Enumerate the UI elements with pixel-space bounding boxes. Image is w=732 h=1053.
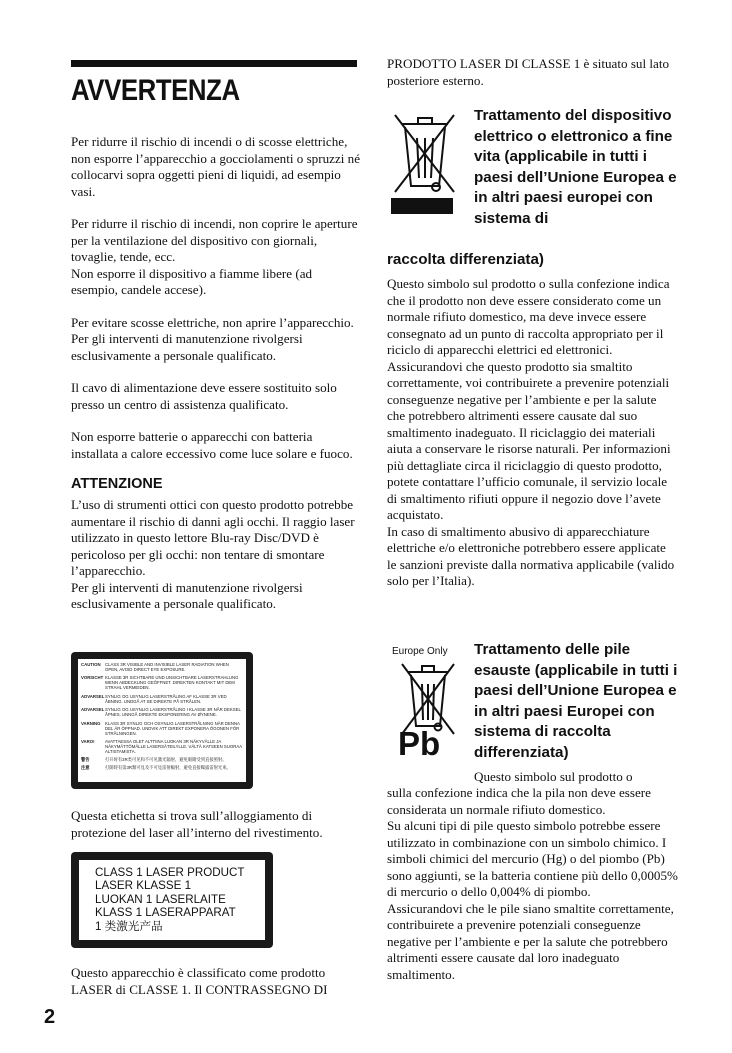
laser-label-line: LASER KLASSE 1 bbox=[95, 879, 192, 893]
weee-heading-tail: raccolta differenziata) bbox=[387, 251, 544, 268]
caution-label-value: CLASS 3R VISIBLE AND INVISIBLE LASER RADIATION WHEN OPEN, AVOID DIRECT EYE EXPOSURE. bbox=[105, 662, 229, 672]
warning-paragraph: Il cavo di alimentazione deve essere sostituito solo presso un centro di assistenza qualificato. bbox=[71, 380, 337, 412]
caution-label-value: KLASSE 3R SICHTBARE UND UNSICHTBARE LASERSTRAHLUNG WENN ABDECKUNG GEÖFFNET. DIREKTEN KONTAKT MIT DEM STRAHL VERMEIDEN. bbox=[105, 675, 239, 691]
caution-label-key: ADVARSEL bbox=[81, 707, 105, 713]
caution-label-key: ADVARSEL bbox=[81, 693, 105, 699]
warning-paragraph: Non esporre il dispositivo a fiamme libere (ad esempio, candele accese). bbox=[71, 265, 313, 297]
laser-label-line: 1 类激光产品 bbox=[95, 919, 163, 933]
attenzione-text: L’uso di strumenti ottici con questo prodotto potrebbe aumentare il rischio di danni agli occhi. Il raggio laser utilizzato in questo lettore Blu-ray Disc/DVD è pericoloso per gli occhi: non tentare di smontare l’apparecchio. bbox=[71, 497, 355, 578]
caution-label-key: CAUTION bbox=[81, 662, 101, 667]
caution-label-key: VARO! bbox=[81, 738, 95, 744]
caution-label-row bbox=[81, 739, 243, 754]
caution-caption: Questa etichetta si trova sull’alloggiamento di protezione del laser all’interno del rivestimento. bbox=[71, 808, 323, 840]
weee-body: Questo simbolo sul prodotto o sulla confezione indica che il prodotto non deve essere considerato come un normale rifiuto domestico, ma deve invece essere consegnato ad un punto di raccolta appropriato per il riciclo di apparecchi elettrici ed elettronici. Assicurandovi che questo prodotto sia smaltito correttamente, voi contribuirete a prevenire potenziali conseguenze negative per l’ambiente e per la salute che potrebbero altrimenti essere causate dal suo smaltimento inadeguato. Il riciclaggio dei materiali aiuta a conservare le risorse naturali. Per informazioni più dettagliate circa il riciclaggio di questo prodotto, potete contattare l’ufficio comunale, il servizio locale di smaltimento rifiuti oppure il negozio dove l’avete acquistato. bbox=[387, 276, 671, 522]
caution-label-key: 警告 bbox=[81, 757, 90, 763]
weee-heading: Trattamento del dispositivo elettrico o elettronico a fine vita (applicabile in tutti i paesi dell’Unione Europea e in altri paesi europei con sistema di bbox=[474, 107, 677, 227]
caution-label-row bbox=[81, 757, 243, 762]
battery-body-lead: Questo simbolo sul prodotto o bbox=[474, 769, 633, 784]
pb-chemical-symbol: Pb bbox=[398, 725, 441, 762]
laser-label-line: KLASS 1 LASERAPPARAT bbox=[95, 906, 236, 920]
caution-label-key: VORSICHT bbox=[81, 675, 104, 681]
attenzione-text-2: Per gli interventi di manutenzione rivolgersi esclusivamente a personale qualificato. bbox=[71, 579, 303, 611]
battery-heading: Trattamento delle pile esauste (applicabile in tutti i paesi dell’Unione Europea e in altri paesi Europei con sistema di raccolta differenziata) bbox=[474, 641, 678, 761]
caution-label-row bbox=[81, 662, 243, 672]
caution-label-row bbox=[81, 765, 243, 770]
battery-body-3: Assicurandovi che le pile siano smaltite correttamente, contribuirete a prevenire potenziali conseguenze negative per l’ambiente e per la salute che potrebbero altrimenti essere causate dal loro inadeguato smaltimento. bbox=[387, 900, 674, 982]
crossed-out-wheelie-bin-icon bbox=[390, 110, 460, 218]
caution-label-row bbox=[81, 721, 243, 736]
bottom-text: Questo apparecchio è classificato come prodotto LASER di CLASSE 1. Il CONTRASSEGNO DI bbox=[71, 965, 328, 997]
warning-paragraph: Per evitare scosse elettriche, non aprire l’apparecchio. Per gli interventi di manutenzione rivolgersi esclusivamente a personale qualificato. bbox=[71, 314, 354, 363]
laser-label-line: LUOKAN 1 LASERLAITE bbox=[95, 892, 226, 906]
caution-label-value: 打開時有第3R類可見及不可見雷射輻射，避免直接曝露雷射光束。 bbox=[105, 765, 231, 771]
caution-label-key: VARNING bbox=[81, 720, 101, 726]
title-rule bbox=[71, 60, 357, 67]
attenzione-heading: ATTENZIONE bbox=[71, 476, 163, 492]
right-top-text: PRODOTTO LASER DI CLASSE 1 è situato sul lato posteriore esterno. bbox=[387, 56, 670, 88]
caution-label-key: 注意 bbox=[81, 765, 90, 771]
caution-label-row bbox=[81, 694, 243, 704]
page-number: 2 bbox=[44, 1006, 56, 1028]
warning-paragraph: Per ridurre il rischio di incendi o di scosse elettriche, non esporre l’apparecchio a gocciolamenti o spruzzi né collocarvi sopra oggetti pieni di liquidi, ad esempio vasi. bbox=[71, 134, 361, 199]
warning-paragraph: Per ridurre il rischio di incendi, non coprire le aperture per la ventilazione del dispositivo con giornali, tovaglie, tende, ecc. bbox=[71, 216, 358, 264]
class1-laser-label bbox=[71, 852, 273, 948]
caution-label-row bbox=[81, 707, 243, 717]
caution-label-value: SYNLIG OG USYNLIG LASERSTRÅLING I KLASSE 3R NÅR DEKSEL ÅPNES. UNNGÅ DIREKTE EKSPONERING AV ØYNENE. bbox=[105, 707, 241, 718]
europe-only-badge: Europe Only bbox=[392, 646, 448, 657]
page-title: AVVERTENZA bbox=[71, 74, 240, 107]
battery-body: sulla confezione indica che la pila non deve essere considerata un normale rifiuto domestico. bbox=[387, 785, 651, 817]
crossed-out-wheelie-bin-pb-icon bbox=[392, 646, 462, 766]
warning-paragraphs bbox=[71, 134, 361, 613]
laser-label-line: CLASS 1 LASER PRODUCT bbox=[95, 866, 245, 879]
caution-label-value: AVATTAESSA OLET ALTTIINA LUOKAN 3R NÄKYVÄLLE JA NÄKYMÄTTÖMÄLLE LASERSÄTEILYLLE. VÄLTÄ KATSEEN SUORAA ALTISTAMISTA. bbox=[105, 738, 242, 754]
caution-label-row bbox=[81, 675, 243, 690]
caution-label-value: 打开时有3R类可见和不可见激光辐射，避免眼睛受到直接照射。 bbox=[105, 757, 227, 763]
caution-label-value: KLASS 3R SYNLIG OCH OSYNLIG LASERSTRÅLNING NÄR DENNA DEL ÄR ÖPPNAD. UNDVIK ATT DIREKT EXPONERA ÖGONEN FÖR STRÅLNINGEN. bbox=[105, 720, 240, 736]
weee-body-2: In caso di smaltimento abusivo di apparecchiature elettriche e/o elettroniche potrebbero essere applicate le sanzioni previste dalla normativa applicabile (valido solo per l’Italia). bbox=[387, 523, 675, 588]
warning-paragraph: Non esporre batterie o apparecchi con batteria installata a calore eccessivo come luce solare e fuoco. bbox=[71, 429, 353, 461]
caution-label bbox=[71, 652, 253, 789]
caution-label-value: SYNLIG OG USYNLIG LASERSTRÅLING AF KLASSE 3R VED ÅBNING. UNDGÅ AT SE DIREKTE PÅ STRÅLEN. bbox=[105, 693, 227, 704]
battery-body-2: Su alcuni tipi di pile questo simbolo potrebbe essere utilizzato in combinazione con un simbolo chimico. I simboli chimici del mercurio (Hg) o del piombo (Pb) sono aggiunti, se la batteria contiene più dello 0,0005% di mercurio o dello 0,004% di piombo. bbox=[387, 818, 678, 899]
